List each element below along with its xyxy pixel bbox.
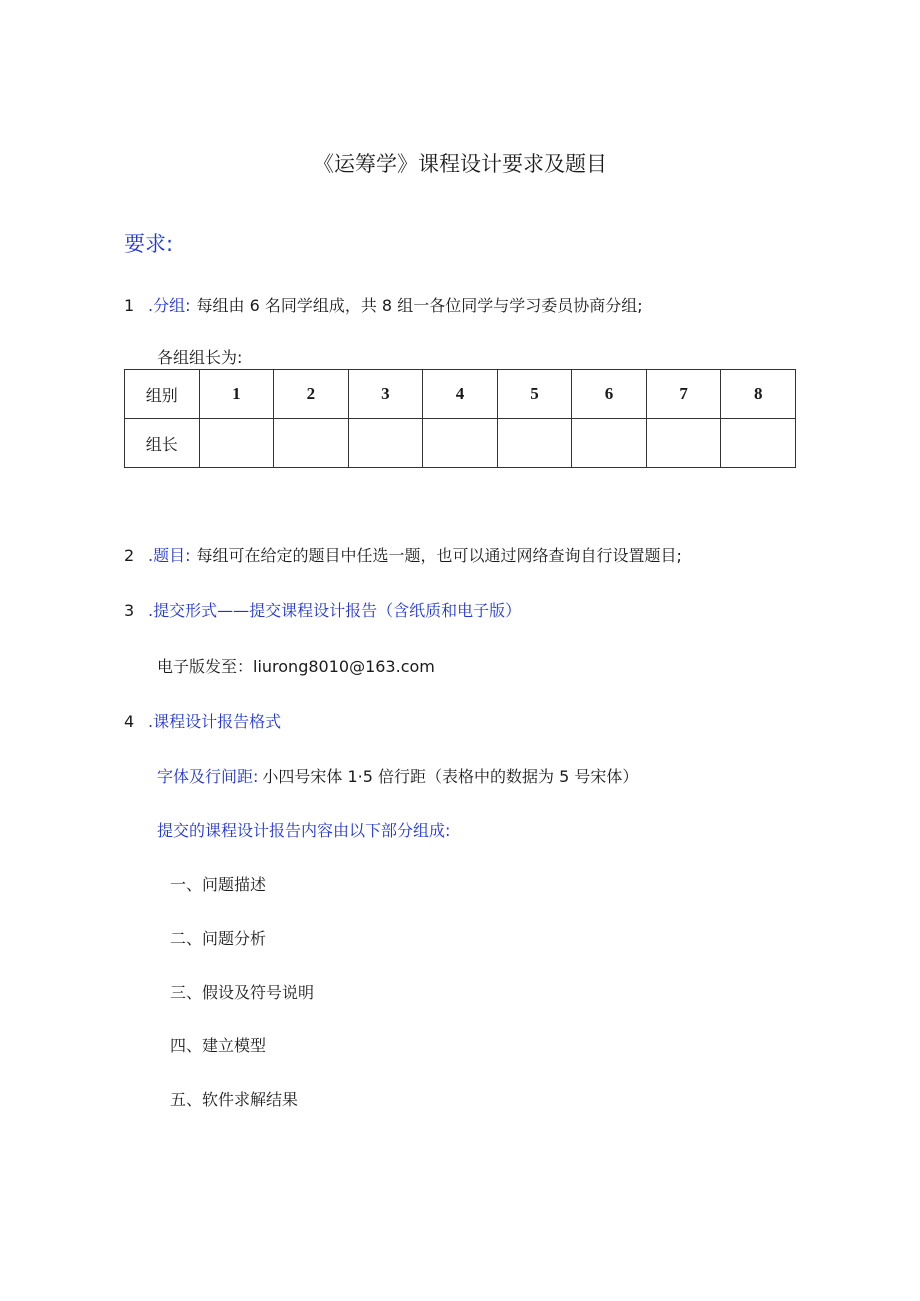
group-number-cell: 1	[199, 370, 274, 419]
leader-cell	[497, 419, 572, 468]
leader-cell	[348, 419, 423, 468]
leader-cell	[199, 419, 274, 468]
page-title: 《运筹学》课程设计要求及题目	[313, 152, 607, 176]
item-number: 4	[124, 712, 135, 731]
list-item: 一、问题描述	[170, 875, 267, 894]
table-row	[125, 419, 796, 468]
font-spacing-label: 字体及行间距:	[157, 767, 259, 786]
report-parts-intro: 提交的课程设计报告内容由以下部分组成:	[157, 821, 451, 840]
requirement-item-1	[124, 293, 643, 316]
item-text: 每组由 6 名同学组成，共 8 组一各位同学与学习委员协商分组;	[196, 296, 643, 315]
group-leaders-caption: 各组组长为:	[157, 348, 243, 367]
group-leaders-table	[124, 369, 796, 468]
group-number-cell: 5	[497, 370, 572, 419]
requirement-item-4	[124, 709, 281, 732]
leader-cell	[274, 419, 349, 468]
item-number: 3	[124, 601, 135, 620]
list-item: 五、软件求解结果	[170, 1090, 299, 1109]
group-number-cell: 4	[423, 370, 498, 419]
leader-cell	[572, 419, 647, 468]
group-number-cell: 8	[721, 370, 796, 419]
group-number-cell: 3	[348, 370, 423, 419]
group-number-cell: 2	[274, 370, 349, 419]
leader-cell	[721, 419, 796, 468]
requirement-item-3	[124, 598, 521, 621]
item-text: 每组可在给定的题目中任选一题，也可以通过网络查询自行设置题目;	[196, 546, 682, 565]
item-label: .提交形式——提交课程设计报告（含纸质和电子版）	[148, 601, 522, 620]
row-label-group: 组别	[125, 370, 200, 419]
leader-cell	[423, 419, 498, 468]
row-label-leader: 组长	[125, 419, 200, 468]
item-label: .分组:	[148, 296, 191, 315]
group-number-cell: 7	[646, 370, 721, 419]
font-spacing-line	[157, 764, 638, 787]
item-number: 2	[124, 546, 135, 565]
item-label: .题目:	[148, 546, 191, 565]
group-number-cell: 6	[572, 370, 647, 419]
requirements-heading: 要求:	[124, 232, 174, 256]
table-row	[125, 370, 796, 419]
item-number: 1	[124, 296, 135, 315]
leader-cell	[646, 419, 721, 468]
font-spacing-text: 小四号宋体 1·5 倍行距（表格中的数据为 5 号宋体）	[262, 767, 639, 786]
list-item: 二、问题分析	[170, 929, 267, 948]
email-line: 电子版发至：liurong8010@163.com	[157, 657, 435, 676]
requirement-item-2	[124, 543, 682, 566]
item-label: .课程设计报告格式	[148, 712, 282, 731]
list-item: 四、建立模型	[170, 1036, 267, 1055]
list-item: 三、假设及符号说明	[170, 983, 315, 1002]
